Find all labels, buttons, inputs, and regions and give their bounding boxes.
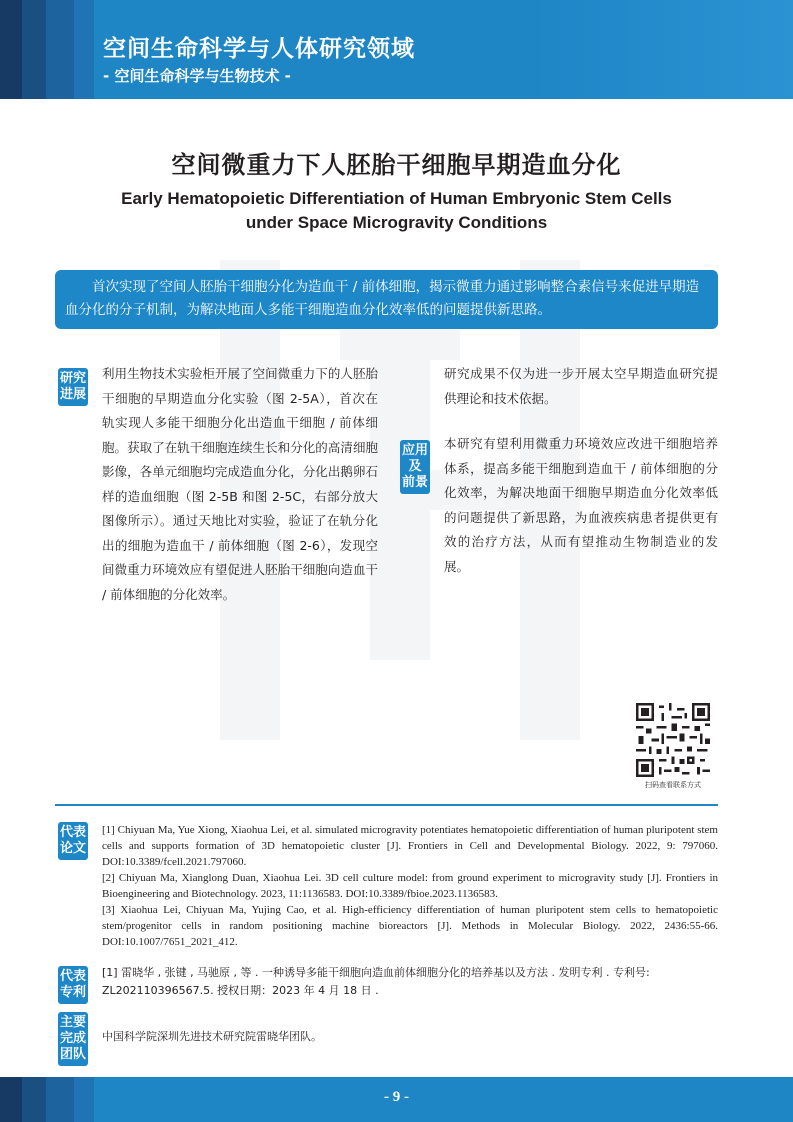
team-badge-line: 团队 — [59, 1047, 86, 1062]
section-title: 空间生命科学与人体研究领域 — [103, 36, 415, 62]
header-stripe — [22, 0, 46, 99]
qr-caption: 扫码查看联系方式 — [645, 781, 701, 789]
reference-item: [1] Chiyuan Ma, Yue Xiong, Xiaohua Lei, et al. simulated microgravity potentiates hematopoietic differentiation of human pluripotent stem cells and supports formation of 3D hematopoietic cluster [J]. Frontiers in Cell and Developmental Biology. 2022, 9: 797060. DOI:10.3389/fcell.2021.797060. — [102, 824, 718, 868]
header-stripe — [74, 0, 94, 99]
team-badge — [58, 1012, 88, 1066]
application-badge-line: 应用 — [401, 443, 428, 458]
progress-text: 利用生物技术实验柜开展了空间微重力下的人胚胎干细胞的早期造血分化实验（图 2-5A），首次在轨实现人多能干细胞分化出造血干细胞 / 前体细胞。获取了在轨干细胞连续生长和分化的高清细胞影像，各单元细胞均完成造血分化，分化出鹅卵石样的造血细胞（图 2-5B 和图 2-5C，右部分放大图像所示）。通过天地比对实验，验证了在轨分化出的细胞为造血干 / 前体细胞（图 2-6），发现空间微重力环境效应有望促进人胚胎干细胞向造血干 / 前体细胞的分化效率。 — [102, 366, 378, 602]
reference-item: [2] Chiyuan Ma, Xianglong Duan, Xiaohua Lei. 3D cell culture model: from ground experiment to microgravity study [J]. Frontiers in Bioengineering and Biotechnology. 2023, 11:1136583. DOI:10.3389/fbioe.2023.1136583. — [102, 872, 718, 900]
team-text: 中国科学院深圳先进技术研究院雷晓华团队。 — [102, 1030, 322, 1043]
references-list — [102, 822, 718, 950]
highlight-text: 首次实现了空间人胚胎干细胞分化为造血干 / 前体细胞，揭示微重力通过影响整合素信号来促进早期造血分化的分子机制，为解决地面人多能干细胞造血分化效率低的问题提供新思路。 — [65, 279, 700, 318]
header-stripe — [46, 0, 74, 99]
progress-badge-line: 研究 — [59, 371, 86, 386]
papers-badge-line: 代表 — [59, 825, 86, 840]
application-badge-line: 及 — [408, 459, 422, 474]
patent-badge-line: 代表 — [59, 969, 86, 984]
article-title-en-line2: under Space Microgravity Conditions — [245, 213, 548, 232]
progress-continued-text: 研究成果不仅为进一步开展太空早期造血研究提供理论和技术依据。 — [444, 366, 718, 406]
team-badge-line: 主要 — [59, 1015, 86, 1030]
team-badge-line: 完成 — [59, 1031, 86, 1046]
patent-badge-line: 专利 — [59, 985, 86, 1000]
patent-badge — [58, 966, 88, 1004]
papers-badge-line: 论文 — [59, 841, 86, 856]
header-stripe — [0, 0, 22, 99]
section-divider — [55, 804, 718, 806]
header-gradient — [533, 0, 793, 99]
application-text: 本研究有望利用微重力环境效应改进干细胞培养体系，提高多能干细胞到造血干 / 前体细胞的分化效率，为解决地面干细胞早期造血分化效率低的问题提供了新思路，为血液疾病患者提供更有效的治疗方法，从而有望推动生物制造业的发展。 — [444, 436, 718, 574]
patent-text: [1] 雷晓华 , 张键 , 马驰原 , 等 . 一种诱导多能干细胞向造血前体细胞分化的培养基以及方法 . 发明专利 . 专利号: ZL202110396567.5. 授权日期：2023 年 4 月 18 日 . — [102, 966, 650, 997]
qr-code[interactable] — [636, 703, 710, 777]
article-title-en-line1: Early Hematopoietic Differentiation of Human Embryonic Stem Cells — [121, 189, 672, 208]
article-title-cn: 空间微重力下人胚胎干细胞早期造血分化 — [171, 151, 622, 179]
application-badge-line: 前景 — [401, 475, 428, 490]
page-number: - 9 - — [384, 1089, 409, 1105]
progress-badge — [58, 368, 88, 406]
reference-item: [3] Xiaohua Lei, Chiyuan Ma, Yujing Cao, et al. High-efficiency differentiation of human pluripotent stem cells to hematopoietic stem/progenitor cells in random positioning machine bioreactors [J]. Methods in Molecular Biology. 2022, 2436:55-66. DOI:10.1007/7651_2021_412. — [102, 904, 718, 948]
highlight-box — [55, 270, 718, 329]
article-title-en — [0, 187, 793, 235]
section-subtitle: - 空间生命科学与生物技术 - — [103, 67, 291, 85]
progress-badge-line: 进展 — [59, 387, 86, 402]
application-badge — [400, 440, 430, 494]
papers-badge — [58, 822, 88, 860]
